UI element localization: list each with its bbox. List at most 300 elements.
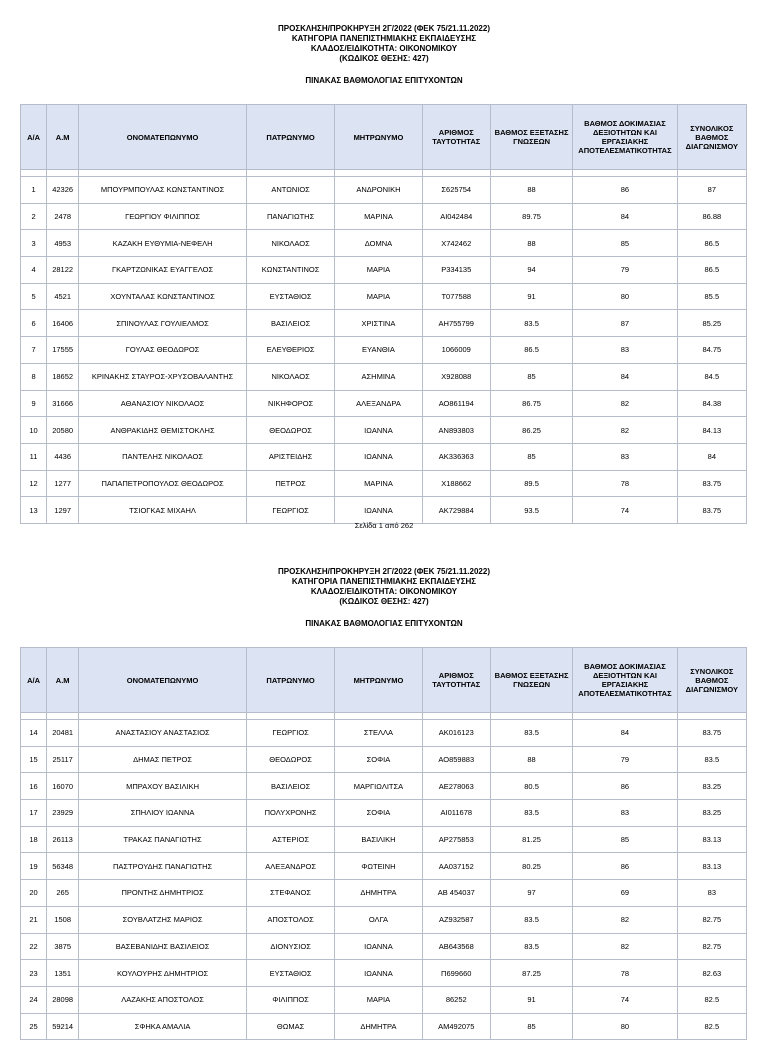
- col-exam-grade: 86.25: [490, 417, 572, 444]
- col-skills-grade: 80: [573, 1013, 677, 1040]
- spacer-cell: [21, 713, 47, 720]
- col-mother: ΜΑΡΙΝΑ: [335, 203, 422, 230]
- col-am: 265: [47, 880, 79, 907]
- col-exam-grade: 93.5: [490, 497, 572, 524]
- spacer-row: [21, 713, 747, 720]
- col-id: Τ077588: [422, 283, 490, 310]
- spacer-cell: [573, 170, 677, 177]
- col-id: ΑΒ643568: [422, 933, 490, 960]
- page-header: [0, 24, 768, 64]
- header-line: ΚΑΤΗΓΟΡΙΑ ΠΑΝΕΠΙΣΤΗΜΙΑΚΗΣ ΕΚΠΑΙΔΕΥΣΗΣ: [291, 34, 477, 43]
- col-father: ΓΕΩΡΓΙΟΣ: [246, 497, 334, 524]
- col-skills-grade: 82: [573, 417, 677, 444]
- col-aa: 25: [21, 1013, 47, 1040]
- table-row: [21, 363, 747, 390]
- header-line: ΚΑΤΗΓΟΡΙΑ ΠΑΝΕΠΙΣΤΗΜΙΑΚΗΣ ΕΚΠΑΙΔΕΥΣΗΣ: [291, 577, 477, 586]
- col-fullname: ΤΡΑΚΑΣ ΠΑΝΑΓΙΩΤΗΣ: [79, 826, 247, 853]
- col-exam-grade: 85: [490, 443, 572, 470]
- column-header-col-mother: ΜΗΤΡΩΝΥΜΟ: [335, 648, 422, 713]
- col-fullname: ΔΗΜΑΣ ΠΕΤΡΟΣ: [79, 746, 247, 773]
- document-page-1: [0, 24, 768, 530]
- col-aa: 10: [21, 417, 47, 444]
- spacer-cell: [422, 713, 490, 720]
- col-aa: 7: [21, 337, 47, 364]
- col-id: ΑΝ893803: [422, 417, 490, 444]
- col-am: 4521: [47, 283, 79, 310]
- table-row: [21, 257, 747, 284]
- column-header-col-father: ΠΑΤΡΩΝΥΜΟ: [246, 105, 334, 170]
- col-fullname: ΚΑΖΑΚΗ ΕΥΘΥΜΙΑ-ΝΕΦΕΛΗ: [79, 230, 247, 257]
- col-total-grade: 84: [677, 443, 746, 470]
- col-aa: 1: [21, 177, 47, 204]
- col-total-grade: 83.25: [677, 773, 746, 800]
- col-father: ΔΙΟΝΥΣΙΟΣ: [246, 933, 334, 960]
- table-row: [21, 417, 747, 444]
- col-aa: 20: [21, 880, 47, 907]
- column-header-col-exam-grade: ΒΑΘΜΟΣ ΕΞΕΤΑΣΗΣ ΓΝΩΣΕΩΝ: [490, 105, 572, 170]
- spacer-cell: [335, 713, 422, 720]
- col-mother: ΣΤΕΛΛΑ: [335, 720, 422, 747]
- table-row: [21, 177, 747, 204]
- col-aa: 3: [21, 230, 47, 257]
- col-total-grade: 86.88: [677, 203, 746, 230]
- col-total-grade: 84.75: [677, 337, 746, 364]
- table-row: [21, 337, 747, 364]
- col-total-grade: 85.25: [677, 310, 746, 337]
- table-row: [21, 203, 747, 230]
- col-exam-grade: 97: [490, 880, 572, 907]
- col-id: ΑΕ278063: [422, 773, 490, 800]
- column-header-col-fullname: ΟΝΟΜΑΤΕΠΩΝΥΜΟ: [79, 648, 247, 713]
- col-skills-grade: 85: [573, 230, 677, 257]
- col-exam-grade: 85: [490, 1013, 572, 1040]
- col-skills-grade: 79: [573, 746, 677, 773]
- col-father: ΒΑΣΙΛΕΙΟΣ: [246, 773, 334, 800]
- column-header-col-am: Α.Μ: [47, 105, 79, 170]
- col-skills-grade: 87: [573, 310, 677, 337]
- column-header-col-skills-grade: ΒΑΘΜΟΣ ΔΟΚΙΜΑΣΙΑΣ ΔΕΞΙΟΤΗΤΩΝ ΚΑΙ ΕΡΓΑΣΙΑΚΗΣ ΑΠΟΤΕΛΕΣΜΑΤΙΚΟΤΗΤΑΣ: [573, 105, 677, 170]
- table-row: [21, 773, 747, 800]
- col-aa: 19: [21, 853, 47, 880]
- col-aa: 23: [21, 960, 47, 987]
- spacer-cell: [677, 713, 746, 720]
- col-father: ΦΙΛΙΠΠΟΣ: [246, 986, 334, 1013]
- table-row: [21, 1013, 747, 1040]
- col-id: Χ742462: [422, 230, 490, 257]
- col-father: ΠΑΝΑΓΙΩΤΗΣ: [246, 203, 334, 230]
- col-skills-grade: 84: [573, 363, 677, 390]
- column-header-col-aa: Α/Α: [21, 105, 47, 170]
- col-total-grade: 84.5: [677, 363, 746, 390]
- col-am: 4436: [47, 443, 79, 470]
- col-total-grade: 83: [677, 880, 746, 907]
- table-header-row: [21, 648, 747, 713]
- col-am: 20580: [47, 417, 79, 444]
- col-mother: ΙΩΑΝΝΑ: [335, 497, 422, 524]
- col-mother: ΣΟΦΙΑ: [335, 800, 422, 827]
- col-am: 1351: [47, 960, 79, 987]
- table-header-row: [21, 105, 747, 170]
- table-row: [21, 497, 747, 524]
- col-skills-grade: 78: [573, 960, 677, 987]
- col-aa: 14: [21, 720, 47, 747]
- col-am: 16406: [47, 310, 79, 337]
- col-mother: ΣΟΦΙΑ: [335, 746, 422, 773]
- col-id: ΑΜ492075: [422, 1013, 490, 1040]
- table-row: [21, 720, 747, 747]
- col-fullname: ΚΡΙΝΑΚΗΣ ΣΤΑΥΡΟΣ-ΧΡΥΣΟΒΑΛΑΝΤΗΣ: [79, 363, 247, 390]
- col-id: ΑΖ932587: [422, 906, 490, 933]
- table-row: [21, 880, 747, 907]
- col-aa: 15: [21, 746, 47, 773]
- col-total-grade: 83.13: [677, 853, 746, 880]
- col-mother: ΑΝΔΡΟΝΙΚΗ: [335, 177, 422, 204]
- col-total-grade: 86.5: [677, 230, 746, 257]
- col-total-grade: 84.38: [677, 390, 746, 417]
- col-total-grade: 82.75: [677, 906, 746, 933]
- spacer-cell: [573, 713, 677, 720]
- col-id: Χ928088: [422, 363, 490, 390]
- col-mother: ΜΑΡΙΑ: [335, 257, 422, 284]
- table-row: [21, 230, 747, 257]
- col-id: ΑΗ755799: [422, 310, 490, 337]
- col-am: 1297: [47, 497, 79, 524]
- spacer-cell: [47, 170, 79, 177]
- table-row: [21, 933, 747, 960]
- spacer-row: [21, 170, 747, 177]
- col-fullname: ΓΚΑΡΤΖΩΝΙΚΑΣ ΕΥΑΓΓΕΛΟΣ: [79, 257, 247, 284]
- spacer-cell: [335, 170, 422, 177]
- spacer-cell: [79, 713, 247, 720]
- col-total-grade: 82.75: [677, 933, 746, 960]
- col-exam-grade: 86.75: [490, 390, 572, 417]
- col-skills-grade: 83: [573, 337, 677, 364]
- spacer-cell: [79, 170, 247, 177]
- col-exam-grade: 89.75: [490, 203, 572, 230]
- col-mother: ΜΑΡΙΑ: [335, 986, 422, 1013]
- table-row: [21, 906, 747, 933]
- col-am: 31666: [47, 390, 79, 417]
- col-am: 4953: [47, 230, 79, 257]
- table-row: [21, 746, 747, 773]
- column-header-col-total-grade: ΣΥΝΟΛΙΚΟΣ ΒΑΘΜΟΣ ΔΙΑΓΩΝΙΣΜΟΥ: [677, 105, 746, 170]
- col-am: 1277: [47, 470, 79, 497]
- col-total-grade: 83.75: [677, 720, 746, 747]
- col-id: Ρ334135: [422, 257, 490, 284]
- header-line: (ΚΩΔΙΚΟΣ ΘΕΣΗΣ: 427): [339, 597, 429, 606]
- col-exam-grade: 81.25: [490, 826, 572, 853]
- col-fullname: ΜΠΟΥΡΜΠΟΥΛΑΣ ΚΩΝΣΤΑΝΤΙΝΟΣ: [79, 177, 247, 204]
- col-mother: ΔΗΜΗΤΡΑ: [335, 880, 422, 907]
- header-line: (ΚΩΔΙΚΟΣ ΘΕΣΗΣ: 427): [339, 54, 429, 63]
- col-am: 23929: [47, 800, 79, 827]
- col-exam-grade: 91: [490, 283, 572, 310]
- col-skills-grade: 86: [573, 773, 677, 800]
- col-skills-grade: 84: [573, 720, 677, 747]
- spacer-cell: [677, 170, 746, 177]
- column-header-col-aa: Α/Α: [21, 648, 47, 713]
- col-total-grade: 83.25: [677, 800, 746, 827]
- col-exam-grade: 80.25: [490, 853, 572, 880]
- column-header-col-father: ΠΑΤΡΩΝΥΜΟ: [246, 648, 334, 713]
- spacer-cell: [490, 713, 572, 720]
- table-row: [21, 800, 747, 827]
- col-fullname: ΜΠΡΑΧΟΥ ΒΑΣΙΛΙΚΗ: [79, 773, 247, 800]
- col-total-grade: 83.13: [677, 826, 746, 853]
- col-total-grade: 84.13: [677, 417, 746, 444]
- col-aa: 2: [21, 203, 47, 230]
- col-mother: ΔΟΜΝΑ: [335, 230, 422, 257]
- col-mother: ΙΩΑΝΝΑ: [335, 933, 422, 960]
- col-total-grade: 87: [677, 177, 746, 204]
- column-header-col-exam-grade: ΒΑΘΜΟΣ ΕΞΕΤΑΣΗΣ ΓΝΩΣΕΩΝ: [490, 648, 572, 713]
- col-mother: ΔΗΜΗΤΡΑ: [335, 1013, 422, 1040]
- table-row: [21, 470, 747, 497]
- col-fullname: ΠΡΟΝΤΗΣ ΔΗΜΗΤΡΙΟΣ: [79, 880, 247, 907]
- col-aa: 11: [21, 443, 47, 470]
- col-am: 59214: [47, 1013, 79, 1040]
- col-father: ΠΕΤΡΟΣ: [246, 470, 334, 497]
- col-mother: ΙΩΑΝΝΑ: [335, 960, 422, 987]
- col-fullname: ΠΑΣΤΡΟΥΔΗΣ ΠΑΝΑΓΙΩΤΗΣ: [79, 853, 247, 880]
- col-am: 56348: [47, 853, 79, 880]
- col-skills-grade: 83: [573, 443, 677, 470]
- col-aa: 22: [21, 933, 47, 960]
- col-mother: ΜΑΡΙΝΑ: [335, 470, 422, 497]
- col-skills-grade: 82: [573, 390, 677, 417]
- col-id: ΑΑ037152: [422, 853, 490, 880]
- col-fullname: ΧΟΥΝΤΑΛΑΣ ΚΩΝΣΤΑΝΤΙΝΟΣ: [79, 283, 247, 310]
- col-id: 1066009: [422, 337, 490, 364]
- col-skills-grade: 82: [573, 906, 677, 933]
- header-line: ΠΡΟΣΚΛΗΣΗ/ΠΡΟΚΗΡΥΞΗ 2Γ/2022 (ΦΕΚ 75/21.11.2022): [278, 567, 490, 576]
- table-row: [21, 826, 747, 853]
- col-skills-grade: 83: [573, 800, 677, 827]
- col-father: ΕΥΣΤΑΘΙΟΣ: [246, 283, 334, 310]
- col-id: Σ625754: [422, 177, 490, 204]
- col-am: 25117: [47, 746, 79, 773]
- col-id: ΑΚ336363: [422, 443, 490, 470]
- col-aa: 18: [21, 826, 47, 853]
- col-exam-grade: 91: [490, 986, 572, 1013]
- col-exam-grade: 83.5: [490, 933, 572, 960]
- col-father: ΑΠΟΣΤΟΛΟΣ: [246, 906, 334, 933]
- col-fullname: ΒΑΣΕΒΑΝΙΔΗΣ ΒΑΣΙΛΕΙΟΣ: [79, 933, 247, 960]
- col-fullname: ΚΟΥΛΟΥΡΗΣ ΔΗΜΗΤΡΙΟΣ: [79, 960, 247, 987]
- col-aa: 16: [21, 773, 47, 800]
- col-skills-grade: 79: [573, 257, 677, 284]
- col-total-grade: 82.5: [677, 1013, 746, 1040]
- col-mother: ΕΥΑΝΘΙΑ: [335, 337, 422, 364]
- col-father: ΑΡΙΣΤΕΙΔΗΣ: [246, 443, 334, 470]
- col-fullname: ΠΑΝΤΕΛΗΣ ΝΙΚΟΛΑΟΣ: [79, 443, 247, 470]
- col-exam-grade: 87.25: [490, 960, 572, 987]
- col-fullname: ΑΘΑΝΑΣΙΟΥ ΝΙΚΟΛΑΟΣ: [79, 390, 247, 417]
- col-fullname: ΓΟΥΛΑΣ ΘΕΟΔΩΡΟΣ: [79, 337, 247, 364]
- col-exam-grade: 88: [490, 177, 572, 204]
- col-aa: 17: [21, 800, 47, 827]
- col-father: ΝΙΚΟΛΑΟΣ: [246, 230, 334, 257]
- col-skills-grade: 69: [573, 880, 677, 907]
- col-am: 28122: [47, 257, 79, 284]
- col-aa: 8: [21, 363, 47, 390]
- column-header-col-mother: ΜΗΤΡΩΝΥΜΟ: [335, 105, 422, 170]
- col-aa: 6: [21, 310, 47, 337]
- col-aa: 12: [21, 470, 47, 497]
- col-exam-grade: 80.5: [490, 773, 572, 800]
- col-father: ΝΙΚΗΦΟΡΟΣ: [246, 390, 334, 417]
- col-skills-grade: 86: [573, 853, 677, 880]
- col-id: ΑΚ729884: [422, 497, 490, 524]
- spacer-cell: [246, 713, 334, 720]
- column-header-col-id: ΑΡΙΘΜΟΣ ΤΑΥΤΟΤΗΤΑΣ: [422, 648, 490, 713]
- col-total-grade: 86.5: [677, 257, 746, 284]
- col-father: ΝΙΚΟΛΑΟΣ: [246, 363, 334, 390]
- col-fullname: ΓΕΩΡΓΙΟΥ ΦΙΛΙΠΠΟΣ: [79, 203, 247, 230]
- col-skills-grade: 80: [573, 283, 677, 310]
- col-father: ΕΛΕΥΘΕΡΙΟΣ: [246, 337, 334, 364]
- col-fullname: ΛΑΖΑΚΗΣ ΑΠΟΣΤΟΛΟΣ: [79, 986, 247, 1013]
- col-fullname: ΣΠΙΝΟΥΛΑΣ ΓΟΥΛΙΕΛΜΟΣ: [79, 310, 247, 337]
- col-mother: ΜΑΡΓΙΩΛΙΤΣΑ: [335, 773, 422, 800]
- column-header-col-total-grade: ΣΥΝΟΛΙΚΟΣ ΒΑΘΜΟΣ ΔΙΑΓΩΝΙΣΜΟΥ: [677, 648, 746, 713]
- spacer-cell: [246, 170, 334, 177]
- col-total-grade: 85.5: [677, 283, 746, 310]
- col-father: ΘΩΜΑΣ: [246, 1013, 334, 1040]
- col-aa: 5: [21, 283, 47, 310]
- col-am: 16070: [47, 773, 79, 800]
- col-aa: 21: [21, 906, 47, 933]
- col-exam-grade: 88: [490, 746, 572, 773]
- col-fullname: ΑΝΑΣΤΑΣΙΟΥ ΑΝΑΣΤΑΣΙΟΣ: [79, 720, 247, 747]
- page-header: [0, 567, 768, 607]
- col-id: ΑΒ 454037: [422, 880, 490, 907]
- header-line: ΚΛΑΔΟΣ/ΕΙΔΙΚΟΤΗΤΑ: ΟΙΚΟΝΟΜΙΚΟΥ: [310, 44, 458, 53]
- col-mother: ΙΩΑΝΝΑ: [335, 417, 422, 444]
- col-am: 18652: [47, 363, 79, 390]
- col-skills-grade: 74: [573, 497, 677, 524]
- page-subtitle: ΠΙΝΑΚΑΣ ΒΑΘΜΟΛΟΓΙΑΣ ΕΠΙΤΥΧΟΝΤΩΝ: [305, 619, 463, 628]
- page-footer: Σελίδα 1 από 262: [354, 521, 414, 530]
- col-fullname: ΣΦΗΚΑ ΑΜΑΛΙΑ: [79, 1013, 247, 1040]
- col-total-grade: 83.5: [677, 746, 746, 773]
- col-id: Π699660: [422, 960, 490, 987]
- col-id: ΑΡ275853: [422, 826, 490, 853]
- col-exam-grade: 83.5: [490, 800, 572, 827]
- col-id: ΑΟ861194: [422, 390, 490, 417]
- col-mother: ΦΩΤΕΙΝΗ: [335, 853, 422, 880]
- col-fullname: ΠΑΠΑΠΕΤΡΟΠΟΥΛΟΣ ΘΕΟΔΩΡΟΣ: [79, 470, 247, 497]
- col-skills-grade: 78: [573, 470, 677, 497]
- col-father: ΣΤΕΦΑΝΟΣ: [246, 880, 334, 907]
- column-header-col-am: Α.Μ: [47, 648, 79, 713]
- results-table: [20, 104, 747, 524]
- col-exam-grade: 88: [490, 230, 572, 257]
- col-total-grade: 83.75: [677, 497, 746, 524]
- col-am: 3875: [47, 933, 79, 960]
- col-fullname: ΑΝΘΡΑΚΙΔΗΣ ΘΕΜΙΣΤΟΚΛΗΣ: [79, 417, 247, 444]
- col-id: Χ188662: [422, 470, 490, 497]
- col-exam-grade: 83.5: [490, 310, 572, 337]
- col-mother: ΑΛΕΞΑΝΔΡΑ: [335, 390, 422, 417]
- table-row: [21, 443, 747, 470]
- col-father: ΕΥΣΤΑΘΙΟΣ: [246, 960, 334, 987]
- document-page-2: [0, 567, 768, 1031]
- col-mother: ΙΩΑΝΝΑ: [335, 443, 422, 470]
- col-skills-grade: 84: [573, 203, 677, 230]
- col-skills-grade: 82: [573, 933, 677, 960]
- col-am: 2478: [47, 203, 79, 230]
- col-exam-grade: 83.5: [490, 720, 572, 747]
- results-table: [20, 647, 747, 1040]
- col-fullname: ΤΣΙΟΓΚΑΣ ΜΙΧΑΗΛ: [79, 497, 247, 524]
- col-id: 86252: [422, 986, 490, 1013]
- col-am: 42326: [47, 177, 79, 204]
- col-skills-grade: 85: [573, 826, 677, 853]
- col-father: ΑΝΤΩΝΙΟΣ: [246, 177, 334, 204]
- col-father: ΠΟΛΥΧΡΟΝΗΣ: [246, 800, 334, 827]
- col-skills-grade: 74: [573, 986, 677, 1013]
- table-row: [21, 960, 747, 987]
- col-father: ΘΕΟΔΩΡΟΣ: [246, 746, 334, 773]
- table-row: [21, 986, 747, 1013]
- col-father: ΒΑΣΙΛΕΙΟΣ: [246, 310, 334, 337]
- col-exam-grade: 83.5: [490, 906, 572, 933]
- col-exam-grade: 89.5: [490, 470, 572, 497]
- col-father: ΘΕΟΔΩΡΟΣ: [246, 417, 334, 444]
- table-row: [21, 390, 747, 417]
- col-aa: 4: [21, 257, 47, 284]
- col-mother: ΟΛΓΑ: [335, 906, 422, 933]
- col-total-grade: 83.75: [677, 470, 746, 497]
- spacer-cell: [47, 713, 79, 720]
- col-mother: ΧΡΙΣΤΙΝΑ: [335, 310, 422, 337]
- col-father: ΑΣΤΕΡΙΟΣ: [246, 826, 334, 853]
- spacer-cell: [422, 170, 490, 177]
- col-fullname: ΣΠΗΛΙΟΥ ΙΩΑΝΝΑ: [79, 800, 247, 827]
- col-aa: 9: [21, 390, 47, 417]
- column-header-col-skills-grade: ΒΑΘΜΟΣ ΔΟΚΙΜΑΣΙΑΣ ΔΕΞΙΟΤΗΤΩΝ ΚΑΙ ΕΡΓΑΣΙΑΚΗΣ ΑΠΟΤΕΛΕΣΜΑΤΙΚΟΤΗΤΑΣ: [573, 648, 677, 713]
- col-exam-grade: 94: [490, 257, 572, 284]
- col-am: 17555: [47, 337, 79, 364]
- col-mother: ΑΣΗΜΙΝΑ: [335, 363, 422, 390]
- col-exam-grade: 85: [490, 363, 572, 390]
- col-am: 28098: [47, 986, 79, 1013]
- col-father: ΑΛΕΞΑΝΔΡΟΣ: [246, 853, 334, 880]
- header-line: ΚΛΑΔΟΣ/ΕΙΔΙΚΟΤΗΤΑ: ΟΙΚΟΝΟΜΙΚΟΥ: [310, 587, 458, 596]
- col-father: ΓΕΩΡΓΙΟΣ: [246, 720, 334, 747]
- col-am: 1508: [47, 906, 79, 933]
- col-total-grade: 82.63: [677, 960, 746, 987]
- col-aa: 13: [21, 497, 47, 524]
- table-row: [21, 283, 747, 310]
- col-fullname: ΣΟΥΒΛΑΤΖΗΣ ΜΑΡΙΟΣ: [79, 906, 247, 933]
- col-am: 26113: [47, 826, 79, 853]
- col-id: ΑΙ011678: [422, 800, 490, 827]
- header-line: ΠΡΟΣΚΛΗΣΗ/ΠΡΟΚΗΡΥΞΗ 2Γ/2022 (ΦΕΚ 75/21.11.2022): [278, 24, 490, 33]
- column-header-col-id: ΑΡΙΘΜΟΣ ΤΑΥΤΟΤΗΤΑΣ: [422, 105, 490, 170]
- col-aa: 24: [21, 986, 47, 1013]
- col-total-grade: 82.5: [677, 986, 746, 1013]
- col-mother: ΜΑΡΙΑ: [335, 283, 422, 310]
- table-row: [21, 310, 747, 337]
- table-row: [21, 853, 747, 880]
- spacer-cell: [490, 170, 572, 177]
- col-am: 20481: [47, 720, 79, 747]
- col-id: ΑΚ016123: [422, 720, 490, 747]
- page-subtitle: ΠΙΝΑΚΑΣ ΒΑΘΜΟΛΟΓΙΑΣ ΕΠΙΤΥΧΟΝΤΩΝ: [305, 76, 463, 85]
- col-father: ΚΩΝΣΤΑΝΤΙΝΟΣ: [246, 257, 334, 284]
